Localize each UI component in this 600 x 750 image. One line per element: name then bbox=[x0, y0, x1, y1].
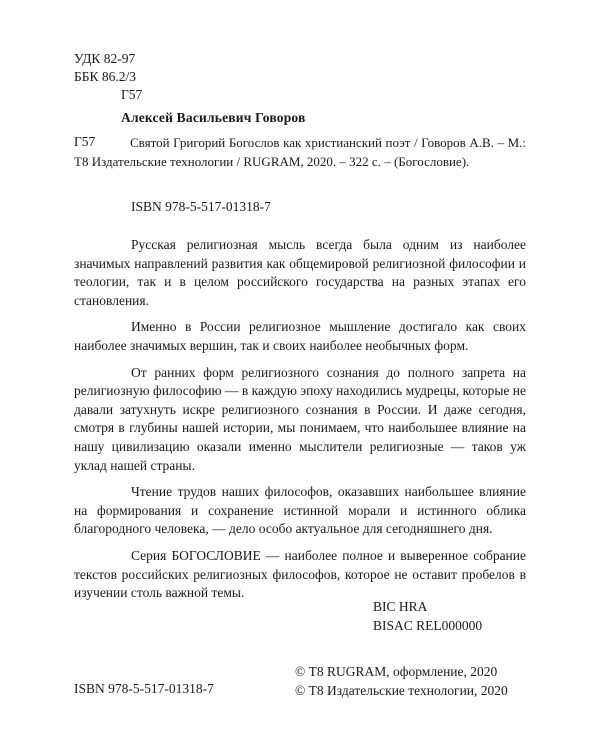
bbk-code: ББК 86.2/3 bbox=[74, 69, 137, 84]
bibliographic-text: Святой Григорий Богослов как христианский поэт / Говоров А.В. – М.: Т8 Издательские технологии / RUGRAM, 2020. – 322 с. – (Богословие). bbox=[74, 135, 526, 169]
abstract-paragraph: Чтение трудов наших философов, оказавших наибольшее влияние на формирования и сохранение истинной морали и истинного облика благородного человека, — дело особо актуальное для сегодняшнего дня. bbox=[74, 484, 526, 537]
isbn-top: ISBN 978-5-517-01318-7 bbox=[131, 199, 271, 214]
bisac-code: BISAC REL000000 bbox=[373, 617, 483, 633]
udk-code: УДК 82-97 bbox=[74, 51, 136, 66]
copyright-block bbox=[295, 662, 508, 700]
bibliographic-description bbox=[74, 134, 526, 171]
abstract-paragraph: Русская религиозная мысль всегда была одним из наиболее значимых направлений развития как общемировой религиозной философии и теологии, так и в целом российского государства на разных этапах его становления. bbox=[74, 237, 526, 308]
bibliographic-code: Г57 bbox=[74, 134, 96, 149]
isbn-bottom: ISBN 978-5-517-01318-7 bbox=[74, 681, 214, 696]
copyright-line: © Т8 RUGRAM, оформление, 2020 bbox=[295, 664, 498, 679]
abstract bbox=[74, 236, 526, 603]
abstract-paragraph: Серия БОГОСЛОВИЕ — наиболее полное и выверенное собрание текстов российских религиозных философов, которое не оставит пробелов в изучении столь важной темы. bbox=[74, 547, 526, 601]
bic-code: BIC HRA bbox=[373, 599, 428, 614]
author-name: Алексей Васильевич Говоров bbox=[121, 110, 306, 125]
abstract-paragraph: Именно в России религиозное мышление достигало как своих наиболее значимых вершин, так и своих наиболее необычных форм. bbox=[74, 319, 526, 353]
author-mark: Г57 bbox=[121, 87, 143, 102]
subject-codes bbox=[373, 598, 482, 635]
copyright-line: © Т8 Издательские технологии, 2020 bbox=[295, 683, 508, 698]
abstract-paragraph: От ранних форм религиозного сознания до полного запрета на религиозную философию — в каждую эпоху находились мудрецы, которые не давали затухнуть искре религиозного сознания в России. И даже сегодня, смотря в глубины нашей истории, мы понимаем, что наибольшее влияние на нашу цивилизацию оказали именно мыслители религиозные — таков уж уклад нашей страны. bbox=[74, 364, 526, 473]
